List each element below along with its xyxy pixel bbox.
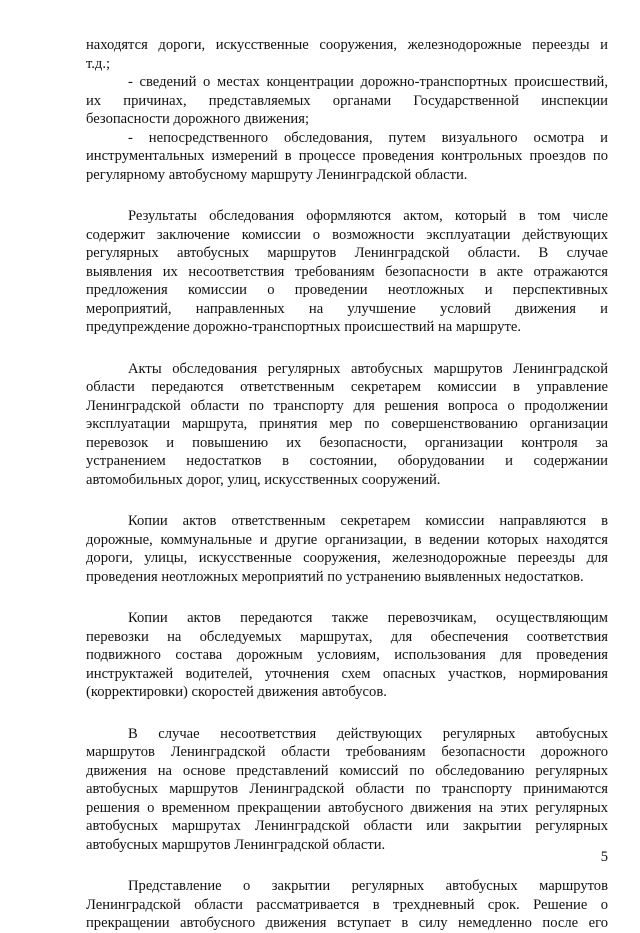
- paragraph-continuation: [86, 36, 608, 73]
- text-line: проведения неотложных мероприятий по устранению выявленных недостатков.: [86, 568, 584, 585]
- text-line: - сведений о местах концентрации дорожно-транспортных происшествий,: [128, 74, 608, 90]
- text-line: перевозки на обследуемых маршрутах, для обеспечения соответствия: [86, 628, 608, 645]
- text-line: дороги, улицы, искусственные сооружения, железнодорожные переезды для: [86, 550, 608, 566]
- document-page: [86, 36, 608, 933]
- paragraph: [86, 207, 608, 337]
- paragraph: [86, 725, 608, 855]
- text-line: области передаются ответственным секретарем комиссии в управление: [86, 379, 608, 395]
- text-line: регулярному автобусному маршруту Ленинградской области.: [86, 166, 468, 183]
- text-line: Ленинградской области по транспорту для решения вопроса о продолжении: [86, 397, 608, 414]
- paragraph-gap: [86, 489, 608, 512]
- text-line: автобусных маршрутов Ленинградской области по транспорту принимаются: [86, 781, 608, 797]
- text-line: Ленинградской области рассматривается в трехдневный срок. Решение о: [86, 896, 608, 913]
- text-line: подвижного состава дорожным условиям, использования для проведения: [86, 647, 608, 663]
- text-line: устранением недостатков в состоянии, оборудовании и содержании: [86, 453, 608, 469]
- text-line: маршрутов Ленинградской области требованиям безопасности дорожного: [86, 744, 608, 760]
- text-line: регулярных автобусных маршрутов Ленинградской области. В случае: [86, 245, 608, 261]
- paragraph: [86, 512, 608, 586]
- text-line: Представление о закрытии регулярных автобусных маршрутов: [128, 878, 608, 894]
- paragraph-gap: [86, 184, 608, 207]
- text-line: инструктажей водителей, уточнения схем опасных участков, нормирования: [86, 665, 608, 682]
- paragraph-gap: [86, 702, 608, 725]
- text-line: инструментальных измерений в процессе проведения контрольных проездов по: [86, 148, 608, 164]
- text-line: Акты обследования регулярных автобусных маршрутов Ленинградской: [128, 360, 608, 377]
- text-line: предложения комиссии о проведении неотложных и перспективных: [86, 282, 608, 298]
- text-line: перевозок и повышению их безопасности, организации контроля за: [86, 434, 608, 451]
- text-line: содержит заключение комиссии о возможности эксплуатации действующих: [86, 226, 608, 243]
- text-line: (корректировки) скоростей движения автобусов.: [86, 684, 387, 700]
- text-line: автобусных маршрутов Ленинградской области.: [86, 836, 386, 853]
- text-line: В случае несоответствия действующих регулярных автобусных: [128, 725, 608, 742]
- text-line: эксплуатации маршрута, принятия мер по совершенствованию организации: [86, 416, 608, 432]
- text-line: прекращении автобусного движения вступает в силу немедленно после его: [86, 915, 608, 931]
- text-line: выявления их несоответствия требованиям безопасности в акте отражаются: [86, 263, 608, 280]
- text-line: решения о временном прекращении автобусного движения на этих регулярных: [86, 799, 608, 816]
- text-line: дорожные, коммунальные и другие организации, в ведении которых находятся: [86, 531, 608, 548]
- text-line: - непосредственного обследования, путем визуального осмотра и: [128, 129, 608, 146]
- text-line: Результаты обследования оформляются актом, который в том числе: [128, 208, 608, 224]
- text-line: т.д.;: [86, 55, 111, 72]
- text-line: Копии актов ответственным секретарем комиссии направляются в: [128, 513, 608, 529]
- paragraph-gap: [86, 586, 608, 609]
- text-line: автомобильных дорог, улиц, искусственных сооружений.: [86, 471, 441, 488]
- text-line: их причинах, представляемых органами Государственной инспекции: [86, 92, 608, 109]
- text-line: Копии актов передаются также перевозчикам, осуществляющим: [128, 610, 608, 626]
- text-line: движения на основе представлений комиссий по обследованию регулярных: [86, 762, 608, 779]
- text-line: безопасности дорожного движения;: [86, 111, 310, 127]
- page-number: 5: [600, 849, 608, 865]
- text-line: предупреждение дорожно-транспортных происшествий на маршруте.: [86, 319, 521, 335]
- paragraph-gap: [86, 337, 608, 360]
- paragraph: [86, 360, 608, 490]
- paragraph: [86, 609, 608, 702]
- text-line: автобусных маршрутах Ленинградской области или закрытии регулярных: [86, 818, 608, 834]
- list-item: [86, 129, 608, 185]
- paragraph-gap: [86, 854, 608, 877]
- text-line: находятся дороги, искусственные сооружения, железнодорожные переезды и: [86, 37, 608, 53]
- text-line: мероприятий, направленных на улучшение условий движения и: [86, 300, 608, 317]
- list-item: [86, 73, 608, 129]
